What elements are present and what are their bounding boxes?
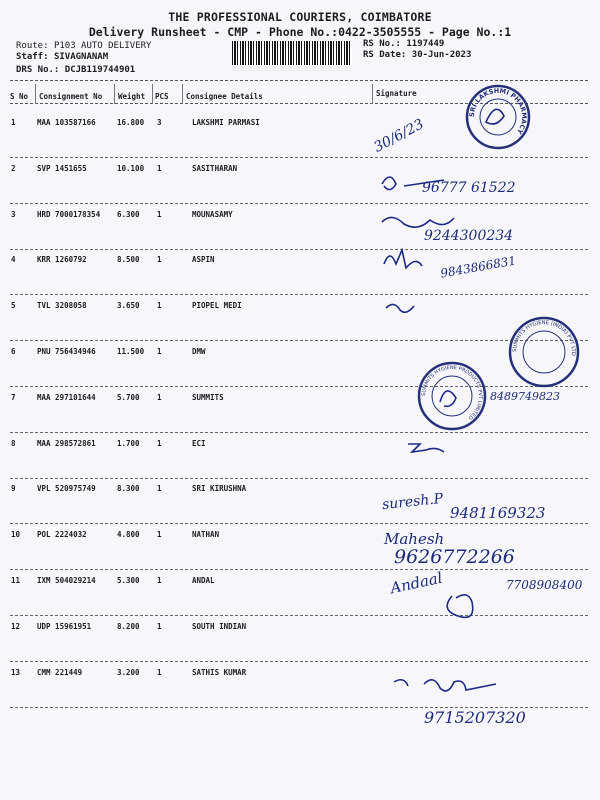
column-divider bbox=[35, 84, 36, 104]
row11-phone-handwriting: 7708908400 bbox=[506, 578, 583, 592]
summits-hygiene-stamp bbox=[417, 361, 487, 431]
signature-3-icon bbox=[382, 217, 454, 227]
row-sno: 3 bbox=[11, 210, 16, 219]
row10-name-handwriting: Mahesh bbox=[384, 530, 445, 548]
col-header-consignment: Consignment No bbox=[39, 92, 103, 101]
row-weight: 16.800 bbox=[117, 118, 145, 127]
row-consignee: ANDAL bbox=[192, 576, 215, 585]
row-consignee: ECI bbox=[192, 439, 206, 448]
row-pcs: 1 bbox=[157, 484, 162, 493]
staff-value: SIVAGNANAM bbox=[53, 52, 109, 62]
row-consignment: KRR 1260792 bbox=[37, 255, 87, 264]
row-consignment: SVP 1451655 bbox=[37, 164, 87, 173]
row10-phone-handwriting: 9626772266 bbox=[394, 546, 515, 568]
row-sno: 9 bbox=[11, 484, 16, 493]
drs-line bbox=[16, 65, 135, 76]
row1-date-handwriting: 30/6/23 bbox=[371, 116, 427, 156]
row-weight: 8.300 bbox=[117, 484, 140, 493]
staff-label: Staff: bbox=[16, 52, 49, 62]
column-divider bbox=[182, 84, 183, 104]
rs-date-value: 30-Jun-2023 bbox=[411, 50, 472, 60]
row-pcs: 1 bbox=[157, 393, 162, 402]
row-consignment: MAA 298572861 bbox=[37, 439, 96, 448]
row-weight: 8.200 bbox=[117, 622, 140, 631]
drs-value: DCJB119744901 bbox=[64, 65, 136, 75]
header-divider-top bbox=[10, 80, 588, 81]
row4-phone-handwriting: 9843866831 bbox=[439, 253, 517, 281]
row-consignment: UDP 15961951 bbox=[37, 622, 92, 631]
drs-label: DRS No.: bbox=[16, 65, 60, 75]
rs-no-label: RS No.: bbox=[363, 39, 401, 49]
row-weight: 6.300 bbox=[117, 210, 140, 219]
row-sno: 10 bbox=[11, 530, 21, 539]
row-consignee: LAKSHMI PARMASI bbox=[192, 118, 260, 127]
rs-no-value: 1197449 bbox=[406, 39, 445, 49]
row-pcs: 1 bbox=[157, 668, 162, 677]
row-sno: 6 bbox=[11, 347, 16, 356]
column-divider bbox=[114, 84, 115, 104]
summits-india-stamp-text-icon bbox=[508, 316, 580, 388]
row-sno: 4 bbox=[11, 255, 16, 264]
svg-text:SRI LAKSHMI PHARMACY: SRI LAKSHMI PHARMACY bbox=[467, 86, 529, 136]
signature-4-icon bbox=[384, 250, 422, 268]
svg-text:SUMMITS HYGIENE (INDIA) PVT LT: SUMMITS HYGIENE (INDIA) PVT LTD bbox=[511, 319, 577, 356]
row-weight: 8.500 bbox=[117, 255, 140, 264]
staff-line bbox=[16, 52, 108, 63]
row-sno: 8 bbox=[11, 439, 16, 448]
signature-8-icon bbox=[408, 444, 444, 452]
row-consignment: PNU 756434946 bbox=[37, 347, 96, 356]
row-sno: 1 bbox=[11, 118, 16, 127]
row-consignee: SOUTH INDIAN bbox=[192, 622, 247, 631]
row13-phone-handwriting: 9715207320 bbox=[424, 708, 526, 727]
row-weight: 11.500 bbox=[117, 347, 145, 356]
svg-text:SUMMITS HYGIENE PRODUCTS PVT L: SUMMITS HYGIENE PRODUCTS PVT LIMITED bbox=[420, 364, 484, 421]
row11-name-handwriting: Andaal bbox=[388, 568, 445, 598]
row-pcs: 1 bbox=[157, 347, 162, 356]
row-pcs: 1 bbox=[157, 255, 162, 264]
rs-no-line bbox=[363, 39, 444, 50]
row-weight: 1.700 bbox=[117, 439, 140, 448]
row-consignment: HRD 7000178354 bbox=[37, 210, 101, 219]
row-consignment: MAA 103587166 bbox=[37, 118, 96, 127]
rs-date-line bbox=[363, 50, 471, 61]
row-consignee: PIOPEL MEDI bbox=[192, 301, 242, 310]
signature-area bbox=[371, 84, 596, 744]
barcode bbox=[232, 41, 352, 65]
row-weight: 5.300 bbox=[117, 576, 140, 585]
row-consignee: NATHAN bbox=[192, 530, 220, 539]
pharmacy-stamp-text-icon bbox=[467, 86, 529, 148]
col-header-weight: Weight bbox=[118, 92, 146, 101]
company-title: THE PROFESSIONAL COURIERS, COIMBATORE bbox=[168, 10, 432, 24]
row-sno: 12 bbox=[11, 622, 21, 631]
row-consignment: IXM 504029214 bbox=[37, 576, 96, 585]
row-consignment: VPL 520975749 bbox=[37, 484, 96, 493]
route-line bbox=[16, 41, 151, 52]
row-pcs: 1 bbox=[157, 301, 162, 310]
row-consignment: CMM 221449 bbox=[37, 668, 83, 677]
row-weight: 10.100 bbox=[117, 164, 145, 173]
row-sno: 11 bbox=[11, 576, 21, 585]
pharmacy-stamp bbox=[467, 86, 529, 142]
row-pcs: 1 bbox=[157, 164, 162, 173]
row3-phone-handwriting: 9244300234 bbox=[424, 228, 514, 244]
col-header-signature: Signature bbox=[376, 89, 417, 98]
row-sno: 2 bbox=[11, 164, 16, 173]
runsheet-subtitle: Delivery Runsheet - CMP - Phone No.:0422-3505555 - Page No.:1 bbox=[88, 25, 512, 39]
row-pcs: 1 bbox=[157, 439, 162, 448]
col-header-pcs: PCS bbox=[155, 92, 169, 101]
row-consignee: DMW bbox=[192, 347, 206, 356]
row-consignment: MAA 297101644 bbox=[37, 393, 96, 402]
col-header-consignee: Consignee Details bbox=[186, 92, 263, 101]
row-consignee: SUMMITS bbox=[192, 393, 224, 402]
row7-phone-handwriting: 8489749823 bbox=[490, 390, 560, 403]
row-consignee: SASITHARAN bbox=[192, 164, 238, 173]
row-weight: 3.200 bbox=[117, 668, 140, 677]
row-sno: 5 bbox=[11, 301, 16, 310]
row2-phone-handwriting: 96777 61522 bbox=[422, 180, 516, 196]
row-weight: 5.700 bbox=[117, 393, 140, 402]
row-consignment: POL 2224032 bbox=[37, 530, 87, 539]
row-consignee: SRI KIRUSHNA bbox=[192, 484, 247, 493]
summits-india-stamp bbox=[508, 316, 576, 384]
row9-name-handwriting: suresh.P bbox=[381, 490, 444, 514]
route-label: Route: bbox=[16, 41, 49, 51]
column-divider bbox=[372, 84, 373, 104]
rs-date-label: RS Date: bbox=[363, 50, 407, 60]
route-value: P103 AUTO DELIVERY bbox=[53, 41, 152, 51]
row-pcs: 1 bbox=[157, 530, 162, 539]
row-consignment: TVL 3208058 bbox=[37, 301, 87, 310]
signature-13-icon bbox=[394, 680, 496, 691]
row-pcs: 1 bbox=[157, 622, 162, 631]
column-divider bbox=[152, 84, 153, 104]
row9-phone-handwriting: 9481169323 bbox=[450, 504, 546, 522]
row-sno: 7 bbox=[11, 393, 16, 402]
summits-hygiene-stamp-text-icon bbox=[417, 361, 487, 431]
row-pcs: 1 bbox=[157, 576, 162, 585]
row-pcs: 3 bbox=[157, 118, 162, 127]
col-header-sno: S No bbox=[10, 92, 29, 101]
row-sno: 13 bbox=[11, 668, 21, 677]
row-consignee: SATHIS KUMAR bbox=[192, 668, 247, 677]
signature-5-icon bbox=[386, 304, 414, 312]
row-consignee: MOUNASAMY bbox=[192, 210, 233, 219]
row-weight: 4.800 bbox=[117, 530, 140, 539]
row-consignee: ASPIN bbox=[192, 255, 215, 264]
row-weight: 3.650 bbox=[117, 301, 140, 310]
signature-11-icon bbox=[447, 595, 473, 618]
row-pcs: 1 bbox=[157, 210, 162, 219]
